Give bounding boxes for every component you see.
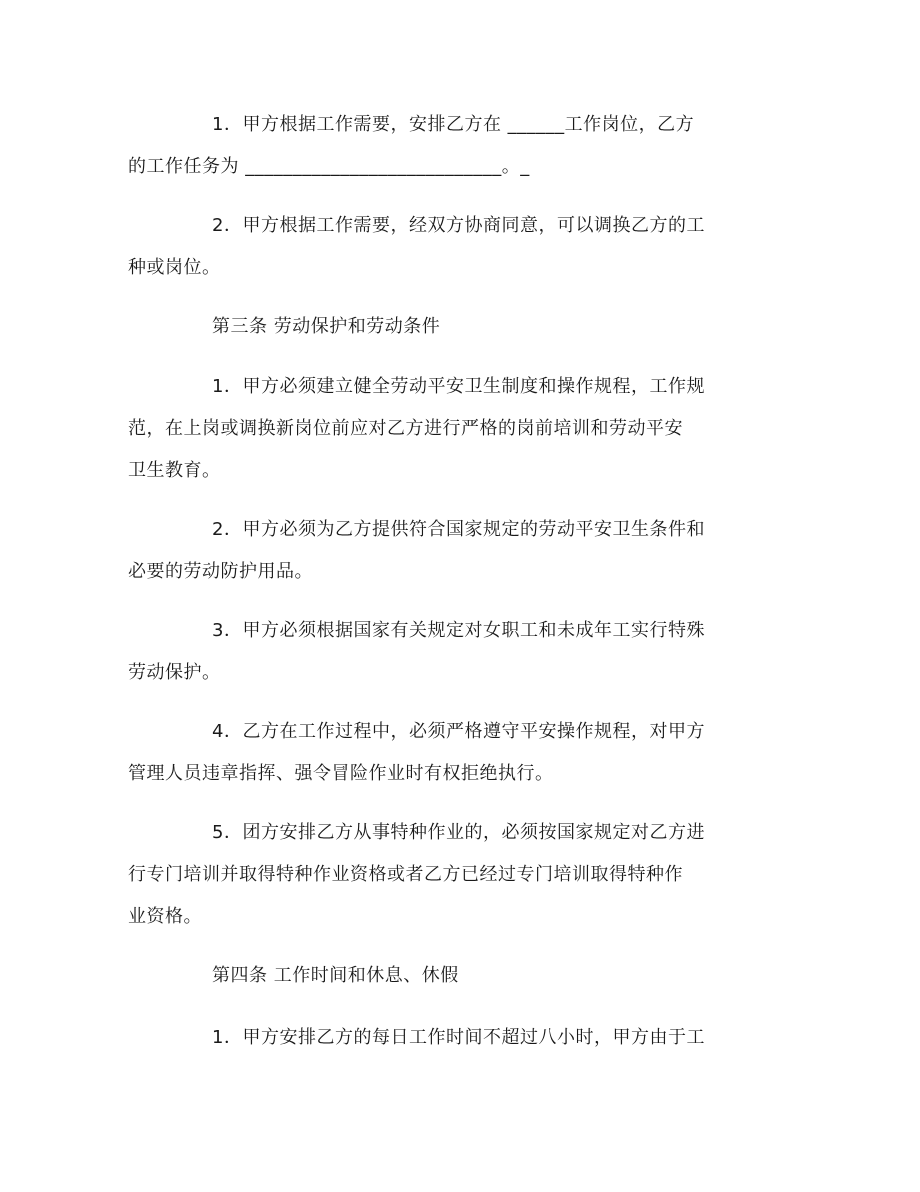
text-line: 2．甲方必须为乙方提供符合国家规定的劳动平安卫生条件和 (212, 519, 705, 540)
text-line: 种或岗位。 (128, 257, 221, 278)
section-heading: 第三条 劳动保护和劳动条件 (212, 316, 441, 337)
text-line: 3．甲方必须根据国家有关规定对女职工和未成年工实行特殊 (212, 620, 705, 641)
text-line: 2．甲方根据工作需要，经双方协商同意，可以调换乙方的工 (212, 215, 705, 236)
text-line: 劳动保护。 (128, 662, 221, 683)
text-line: 必要的劳动防护用品。 (128, 561, 313, 582)
text-line: 业资格。 (128, 906, 202, 927)
text-line: 管理人员违章指挥、强令冒险作业时有权拒绝执行。 (128, 763, 554, 784)
text-line: 的工作任务为 ___________________________。_ (128, 156, 530, 177)
text-line: 行专门培训并取得特种作业资格或者乙方已经过专门培训取得特种作 (128, 864, 683, 885)
section-heading: 第四条 工作时间和休息、休假 (212, 965, 459, 986)
text-line: 卫生教育。 (128, 460, 221, 481)
text-line: 范，在上岗或调换新岗位前应对乙方进行严格的岗前培训和劳动平安 (128, 418, 683, 439)
text-line: 1．甲方安排乙方的每日工作时间不超过八小时，甲方由于工 (212, 1027, 705, 1048)
text-line: 4．乙方在工作过程中，必须严格遵守平安操作规程，对甲方 (212, 721, 705, 742)
text-line: 5．团方安排乙方从事特种作业的，必须按国家规定对乙方进 (212, 822, 705, 843)
text-line: 1．甲方根据工作需要，安排乙方在 ______工作岗位，乙方 (212, 114, 695, 135)
text-line: 1．甲方必须建立健全劳动平安卫生制度和操作规程，工作规 (212, 376, 705, 397)
